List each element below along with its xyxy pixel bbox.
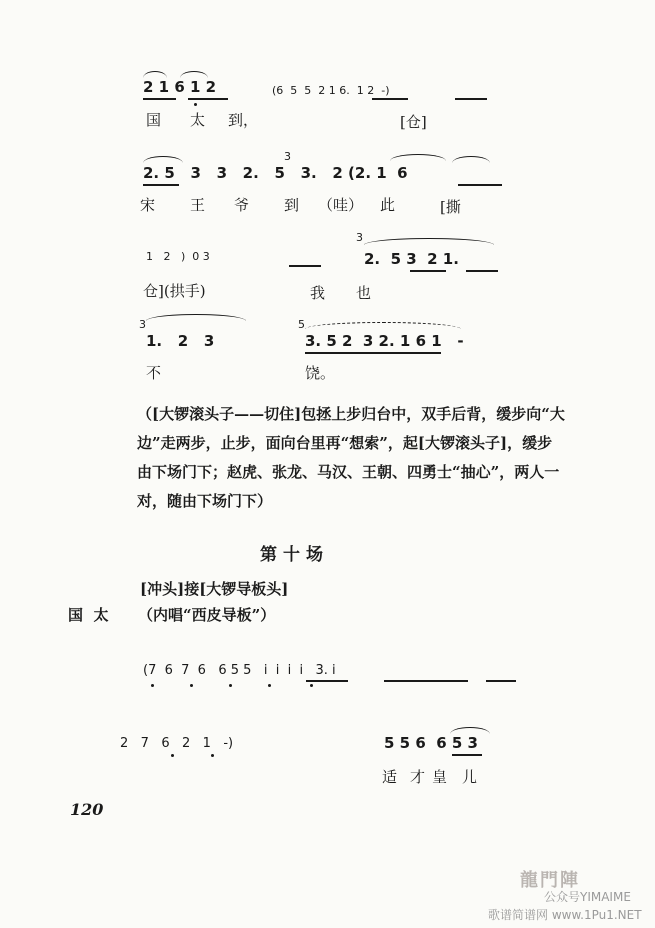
grace-note: 3 — [139, 318, 146, 331]
beam — [455, 98, 487, 100]
lyric: 也 — [356, 284, 372, 302]
percussion-cue: [冲头]接[大锣导板头] — [140, 580, 289, 598]
lyric: 适 — [382, 768, 398, 786]
beam — [305, 352, 441, 354]
lyric: 到 — [284, 196, 300, 214]
row2-notes: 2. 5 3 3 2. 5 3. 2 (2. 1 6 — [143, 164, 408, 182]
slur — [146, 314, 246, 321]
row4-notes-a: 1. 2 3 — [146, 332, 215, 350]
grace-note: 5 — [298, 318, 305, 331]
beam — [372, 98, 408, 100]
lyric-cue: 仓](拱手) — [143, 282, 206, 300]
lyric: 王 — [190, 196, 206, 214]
low-dot — [268, 684, 271, 687]
slur — [143, 71, 167, 78]
row6-notes-a: 2 7 6 2 1 -) — [120, 736, 234, 751]
beam — [458, 184, 502, 186]
lyric: 国 — [146, 111, 162, 129]
beam — [452, 754, 482, 756]
speaker: 国 太 — [68, 606, 109, 624]
row5-notes: (7 6 7 6 6 5 5 i i i i 3. i — [143, 663, 336, 678]
watermark-line2: 歌谱简谱网 www.1Pu1.NET — [488, 908, 642, 922]
row3-notes-a: 1 2 ) 0 3 — [146, 250, 210, 263]
low-dot — [211, 754, 214, 757]
scene-title: 第十场 — [260, 545, 329, 565]
lyric: 皇 — [432, 768, 448, 786]
beam — [486, 680, 516, 682]
row6-notes-b: 5 5 6 6 5 3 — [384, 734, 478, 752]
watermark-line1: 公众号YIMAIME — [544, 890, 631, 904]
slur — [450, 727, 490, 734]
page-number: 120 — [70, 800, 104, 819]
grace-note: 3 — [356, 231, 363, 244]
lyric: 饶。 — [305, 364, 336, 382]
watermark-logo: 龍門陣 — [520, 870, 580, 891]
low-dot — [190, 684, 193, 687]
lyric: 爷 — [234, 196, 250, 214]
lyric: （哇） — [318, 196, 364, 214]
lyric: 到， — [228, 111, 259, 129]
slur-dashed — [305, 322, 461, 329]
slur — [390, 154, 446, 161]
low-dot — [229, 684, 232, 687]
beam — [143, 98, 176, 100]
beam — [410, 270, 446, 272]
slur — [452, 156, 490, 163]
percussion-cue: [仓] — [400, 113, 427, 131]
row4-notes-b: 3. 5 2 3 2. 1 6 1 - — [305, 332, 464, 350]
row1-notes-a: 2 1 6 1 2 — [143, 78, 217, 96]
beam — [384, 680, 468, 682]
slur — [364, 238, 494, 245]
lyric: 才 — [410, 768, 426, 786]
lyric: 不 — [146, 364, 162, 382]
beam — [306, 680, 348, 682]
low-dot — [151, 684, 154, 687]
beam — [188, 98, 228, 100]
beam — [289, 265, 321, 267]
speaker-note: （内唱“西皮导板”） — [138, 606, 276, 624]
row3-notes-b: 2. 5 3 2 1. — [364, 250, 459, 268]
lyric: 此 — [380, 196, 396, 214]
beam — [143, 184, 179, 186]
lyric: 太 — [190, 111, 206, 129]
percussion-cue: [撕 — [440, 198, 461, 216]
row1-notes-b: (6 5 5 2 1 6. 1 2 -) — [272, 84, 390, 97]
low-dot — [171, 754, 174, 757]
lyric: 宋 — [140, 196, 156, 214]
stage-direction: （[大锣滚头子——切住]包拯上步归台中，双手后背，缓步向“大边”走两步，止步，面向台里再“想索”，起[大锣滚头子]，缓步由下场门下；赵虎、张龙、马汉、王朝、四勇士“抽心”，两人一对，随由下场门下） — [137, 405, 565, 510]
lyric: 儿 — [462, 768, 478, 786]
slur — [180, 71, 208, 78]
slur — [143, 156, 183, 163]
low-dot — [310, 684, 313, 687]
grace-note: 3 — [284, 150, 291, 163]
beam — [466, 270, 498, 272]
lyric: 我 — [310, 284, 326, 302]
low-dot — [194, 103, 197, 106]
